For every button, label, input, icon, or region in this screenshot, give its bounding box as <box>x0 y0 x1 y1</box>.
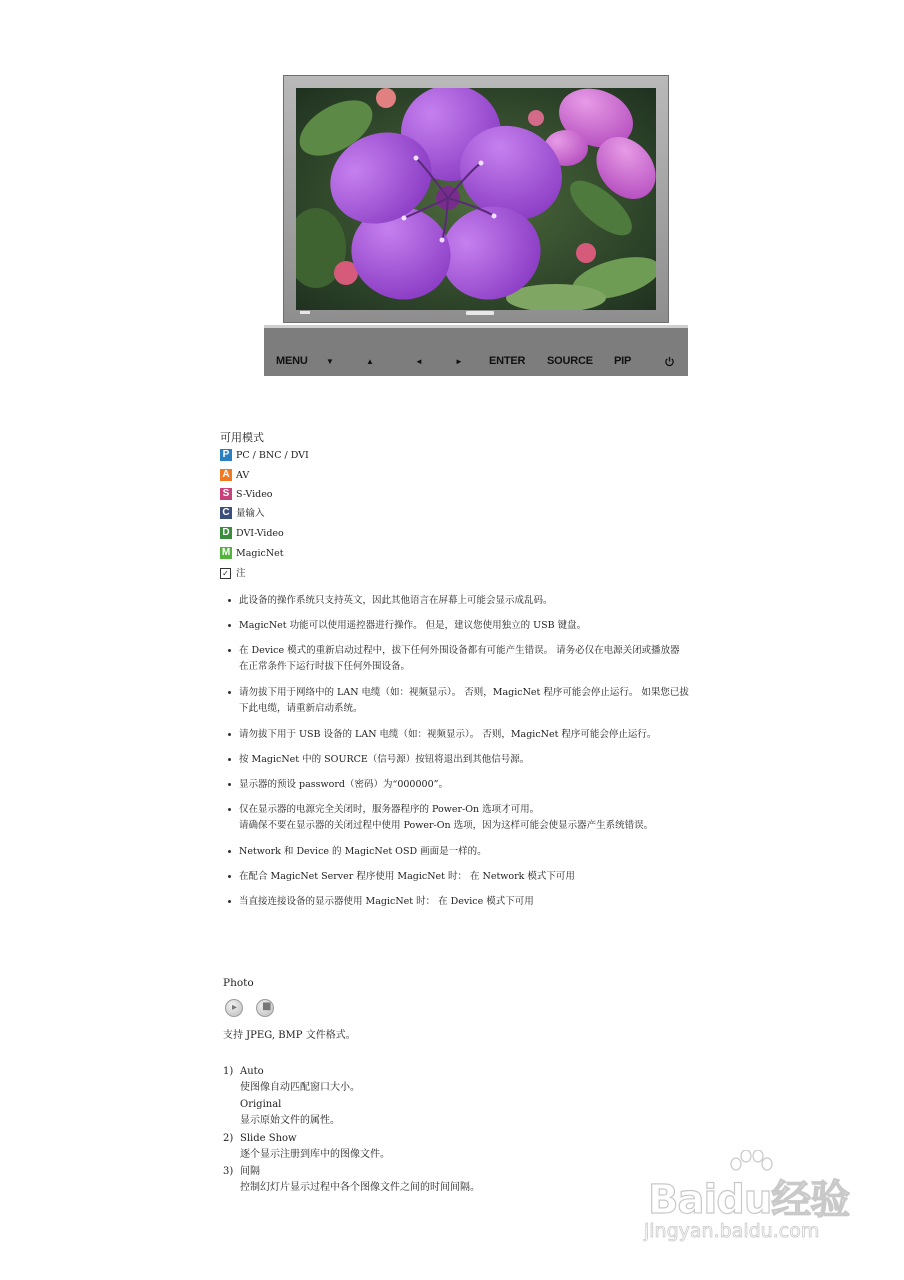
mode-badge-icon: S <box>220 488 232 500</box>
mode-badge-icon: D <box>220 527 232 539</box>
note-text: 在配合 MagicNet Server 程序使用 MagicNet 时： 在 Network 模式下可用 <box>239 871 575 882</box>
down-button[interactable]: ▼ <box>326 357 334 366</box>
mode-badge-icon: C <box>220 507 232 519</box>
note-text: 仅在显示器的电源完全关闭时，服务器程序的 Power-On 选项才可用。 <box>239 804 540 815</box>
right-button[interactable]: ► <box>455 357 463 366</box>
note-text: MagicNet 功能可以使用遥控器进行操作。 但是，建议您使用独立的 USB 键盘。 <box>239 620 587 631</box>
bullet-icon <box>228 649 231 652</box>
monitor-illustration <box>283 75 669 323</box>
monitor-bezel <box>296 310 656 322</box>
baidu-watermark <box>640 1150 860 1260</box>
option-interval-desc: 控制幻灯片显示过程中各个图像文件之间的时间间隔。 <box>240 1182 480 1193</box>
bullet-icon <box>228 808 231 811</box>
option-slide-show-desc: 逐个显示注册到库中的图像文件。 <box>240 1149 390 1160</box>
watermark-url: jingyan.baidu.com <box>644 1220 820 1242</box>
left-button[interactable]: ◄ <box>415 357 423 366</box>
mode-badge-icon: P <box>220 449 232 461</box>
bullet-icon <box>228 599 231 602</box>
available-modes-heading: 可用模式 <box>220 431 264 444</box>
mode-label: DVI-Video <box>236 528 284 539</box>
option-original: Original <box>240 1099 282 1110</box>
enter-button[interactable]: ENTER <box>489 355 526 367</box>
note-text: 显示器的预设 password（密码）为“000000”。 <box>239 779 448 790</box>
note-text: 当直接连接设备的显示器使用 MagicNet 时： 在 Device 模式下可用 <box>239 896 534 907</box>
option-auto: Auto <box>240 1066 264 1077</box>
bullet-icon <box>228 733 231 736</box>
mode-label: AV <box>236 470 250 481</box>
watermark-brand: Baidu经验 <box>648 1177 850 1223</box>
checkbox-note-icon: ✓ <box>220 568 231 579</box>
note-text: 下此电缆，请重新启动系统。 <box>239 703 363 714</box>
note-text: 在正常条件下运行时拔下任何外围设备。 <box>239 661 411 672</box>
note-text: 此设备的操作系统只支持英文，因此其他语言在屏幕上可能会显示成乱码。 <box>239 595 553 606</box>
bullet-icon <box>228 758 231 761</box>
note-text: 请勿拔下用于网络中的 LAN 电缆（如：视频显示）。 否则，MagicNet 程序可能会停止运行。 如果您已拔 <box>239 687 689 698</box>
mode-badge-icon: M <box>221 547 231 558</box>
photo-formats: 支持 JPEG, BMP 文件格式。 <box>223 1030 356 1041</box>
mode-badge-icon: A <box>220 469 232 481</box>
bullet-icon <box>228 783 231 786</box>
play-circle-icon[interactable]: ▸ <box>225 999 243 1017</box>
source-button[interactable]: SOURCE <box>547 355 593 367</box>
mode-label: MagicNet <box>236 548 284 559</box>
up-button[interactable]: ▲ <box>366 357 374 366</box>
bullet-icon <box>228 624 231 627</box>
note-text: 在 Device 模式的重新启动过程中，拔下任何外围设备都有可能产生错误。 请务必仅在电源关闭或播放器 <box>239 645 680 656</box>
option-interval: 间隔 <box>240 1166 260 1177</box>
mode-label: S-Video <box>236 489 273 500</box>
photo-section-title: Photo <box>223 977 254 989</box>
samsung-logo <box>466 311 494 315</box>
indicator-icon <box>300 311 310 314</box>
option-auto-desc: 使图像自动匹配窗口大小。 <box>240 1082 360 1093</box>
bullet-icon <box>228 875 231 878</box>
note-text: 请勿拔下用于 USB 设备的 LAN 电缆（如：视频显示）。 否则，MagicNet 程序可能会停止运行。 <box>239 729 657 740</box>
power-icon[interactable] <box>664 356 675 367</box>
note-label: 注 <box>236 568 246 579</box>
note-text: 请确保不要在显示器的关闭过程中使用 Power-On 选项，因为这样可能会使显示器产生系统错误。 <box>239 820 654 831</box>
option-original-desc: 显示原始文件的属性。 <box>240 1115 340 1126</box>
pip-button[interactable]: PIP <box>614 355 632 367</box>
menu-button[interactable]: MENU <box>276 355 308 367</box>
stop-circle-icon[interactable]: ■ <box>256 999 274 1017</box>
mode-label: PC / BNC / DVI <box>236 450 309 461</box>
option-number: 3) <box>223 1166 234 1177</box>
option-slide-show: Slide Show <box>240 1133 297 1144</box>
monitor-screen-flower-image <box>296 88 656 310</box>
option-number: 2) <box>223 1133 234 1144</box>
monitor-control-panel <box>264 325 688 376</box>
bullet-icon <box>228 900 231 903</box>
note-text: 按 MagicNet 中的 SOURCE（信号源）按钮将退出到其他信号源。 <box>239 754 530 765</box>
bullet-icon <box>228 691 231 694</box>
mode-label: 量输入 <box>236 508 265 519</box>
bullet-icon <box>228 850 231 853</box>
note-text: Network 和 Device 的 MagicNet OSD 画面是一样的。 <box>239 846 487 857</box>
option-number: 1) <box>223 1066 234 1077</box>
